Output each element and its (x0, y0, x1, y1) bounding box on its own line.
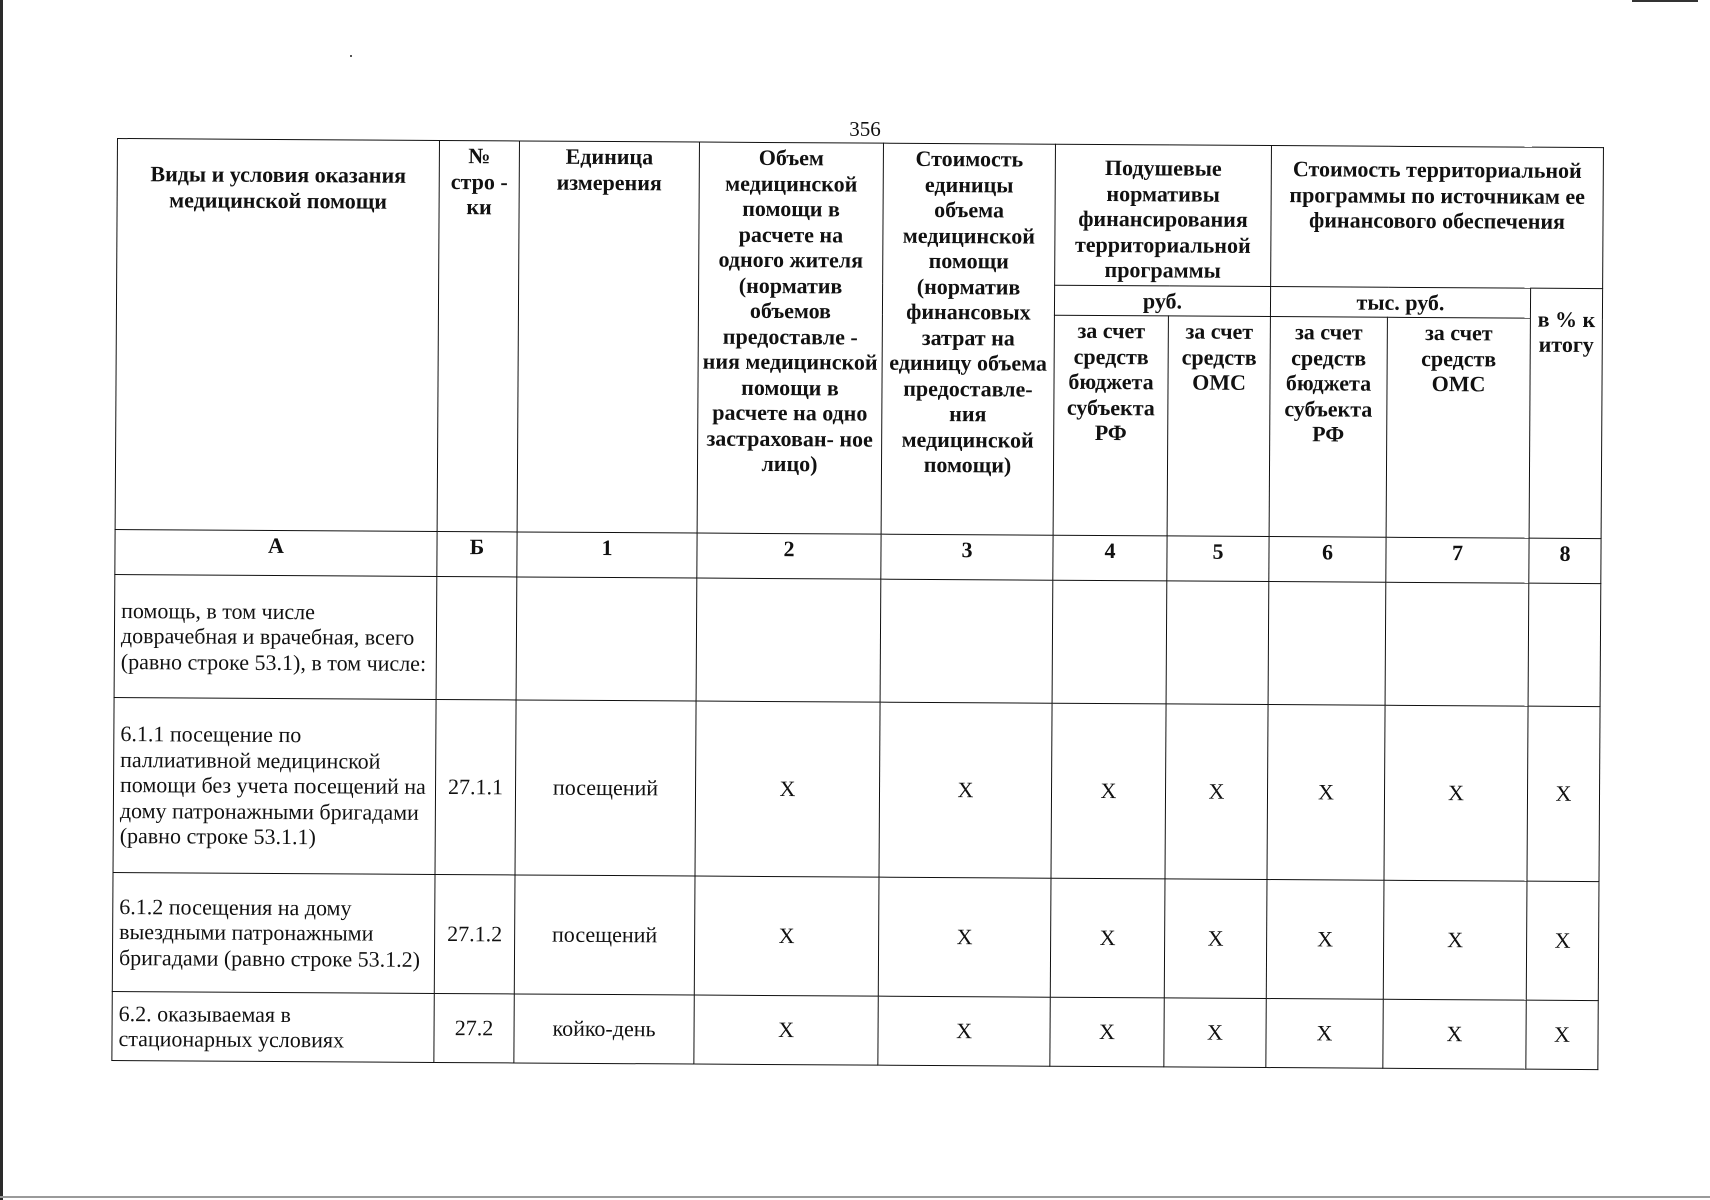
row-value (1052, 580, 1167, 704)
row-name: помощь, в том числе доврачебная и врачебная, всего (равно строке 53.1), в том числе: (114, 574, 437, 699)
header-rub-budget: за счет средств бюджета субъекта РФ (1053, 315, 1168, 536)
table-row (113, 697, 1600, 881)
row-value: Х (694, 876, 879, 996)
row-value (1528, 583, 1601, 706)
row-value: Х (1266, 880, 1384, 1000)
row-value (1385, 582, 1529, 706)
row-number: 27.2 (434, 993, 514, 1062)
table-row (112, 872, 1599, 1000)
row-value: Х (1050, 878, 1165, 998)
scan-edge-left (0, 0, 3, 1200)
row-number: 27.1.2 (434, 874, 515, 993)
row-number (436, 576, 517, 699)
index-cell: 2 (697, 533, 881, 579)
row-value (880, 579, 1053, 703)
header-group-per-capita: Подушевые нормативы финансирования территориальной программы (1055, 144, 1272, 286)
table-row (112, 991, 1598, 1069)
row-value: Х (1164, 879, 1267, 999)
index-cell: 6 (1269, 537, 1386, 583)
row-number: 27.1.1 (435, 699, 516, 874)
header-thous-budget: за счет средств бюджета субъекта РФ (1269, 317, 1387, 538)
header-thous-rub: тыс. руб. (1270, 286, 1530, 318)
index-cell: Б (437, 531, 517, 576)
row-value: Х (1526, 1000, 1598, 1069)
row-value: Х (1527, 706, 1600, 881)
index-cell: 7 (1386, 537, 1529, 583)
row-value: Х (878, 877, 1051, 997)
header-row-number: № стро - ки (437, 140, 519, 531)
row-value (1166, 581, 1269, 705)
row-unit: койко-день (514, 994, 694, 1064)
header-type-of-care: Виды и условия оказания медицинской помощи (115, 139, 439, 532)
row-value: Х (694, 995, 878, 1065)
row-unit: посещений (514, 875, 695, 995)
index-cell: 1 (517, 532, 697, 578)
row-value (1268, 582, 1386, 706)
index-cell: 8 (1529, 538, 1601, 583)
row-value: Х (1050, 997, 1164, 1067)
row-value (696, 578, 881, 702)
row-unit (516, 577, 697, 701)
scan-speck (350, 55, 352, 57)
page-number: 356 (849, 117, 881, 141)
row-value: Х (695, 701, 880, 877)
financing-table (111, 138, 1604, 1070)
scan-mark-top (1632, 0, 1698, 2)
header-volume: Объем медицинской помощи в расчете на одного жителя (норматив объемов предоставле - ния медицинской помощи в расчете на одно застрахован- ное лицо) (697, 142, 883, 534)
row-name: 6.1.1 посещение по паллиативной медицинской помощи без учета посещений на дому патронажными бригадами (равно строке 53.1.1) (113, 697, 436, 874)
row-name: 6.2. оказываемая в стационарных условиях (112, 991, 434, 1062)
header-percent: в % к итогу (1529, 288, 1603, 539)
row-value: Х (1051, 703, 1166, 879)
header-thous-oms: за счет средств ОМС (1386, 317, 1530, 538)
scan-edge-bottom (0, 1196, 1710, 1198)
index-cell: А (115, 529, 437, 576)
header-row-main (117, 139, 1604, 289)
row-value: Х (879, 702, 1052, 878)
row-value: Х (1266, 999, 1383, 1069)
row-value: Х (1383, 880, 1527, 1000)
header-unit: Единица измерения (517, 141, 699, 533)
row-value: Х (1526, 881, 1599, 1000)
row-value: Х (1383, 999, 1526, 1069)
index-cell: 3 (881, 534, 1053, 580)
table-row (114, 574, 1601, 706)
row-value: Х (1165, 704, 1268, 880)
row-value: Х (1164, 998, 1266, 1068)
row-name: 6.1.2 посещения на дому выездными патронажными бригадами (равно строке 53.1.2) (112, 872, 435, 993)
index-cell: 4 (1053, 535, 1167, 581)
header-group-program-cost: Стоимость территориальной программы по источникам ее финансового обеспечения (1271, 146, 1604, 289)
row-value: Х (1384, 705, 1528, 881)
row-unit: посещений (515, 700, 696, 876)
header-rub-oms: за счет средств ОМС (1167, 316, 1270, 537)
header-rub: руб. (1054, 285, 1270, 317)
index-cell: 5 (1167, 536, 1269, 582)
row-value: Х (1267, 705, 1385, 881)
header-unit-cost: Стоимость единицы объема медицинской помощи (норматив финансовых затрат на единицу объема предоставле- ния медицинской помощи) (881, 143, 1055, 535)
row-value: Х (878, 996, 1050, 1066)
